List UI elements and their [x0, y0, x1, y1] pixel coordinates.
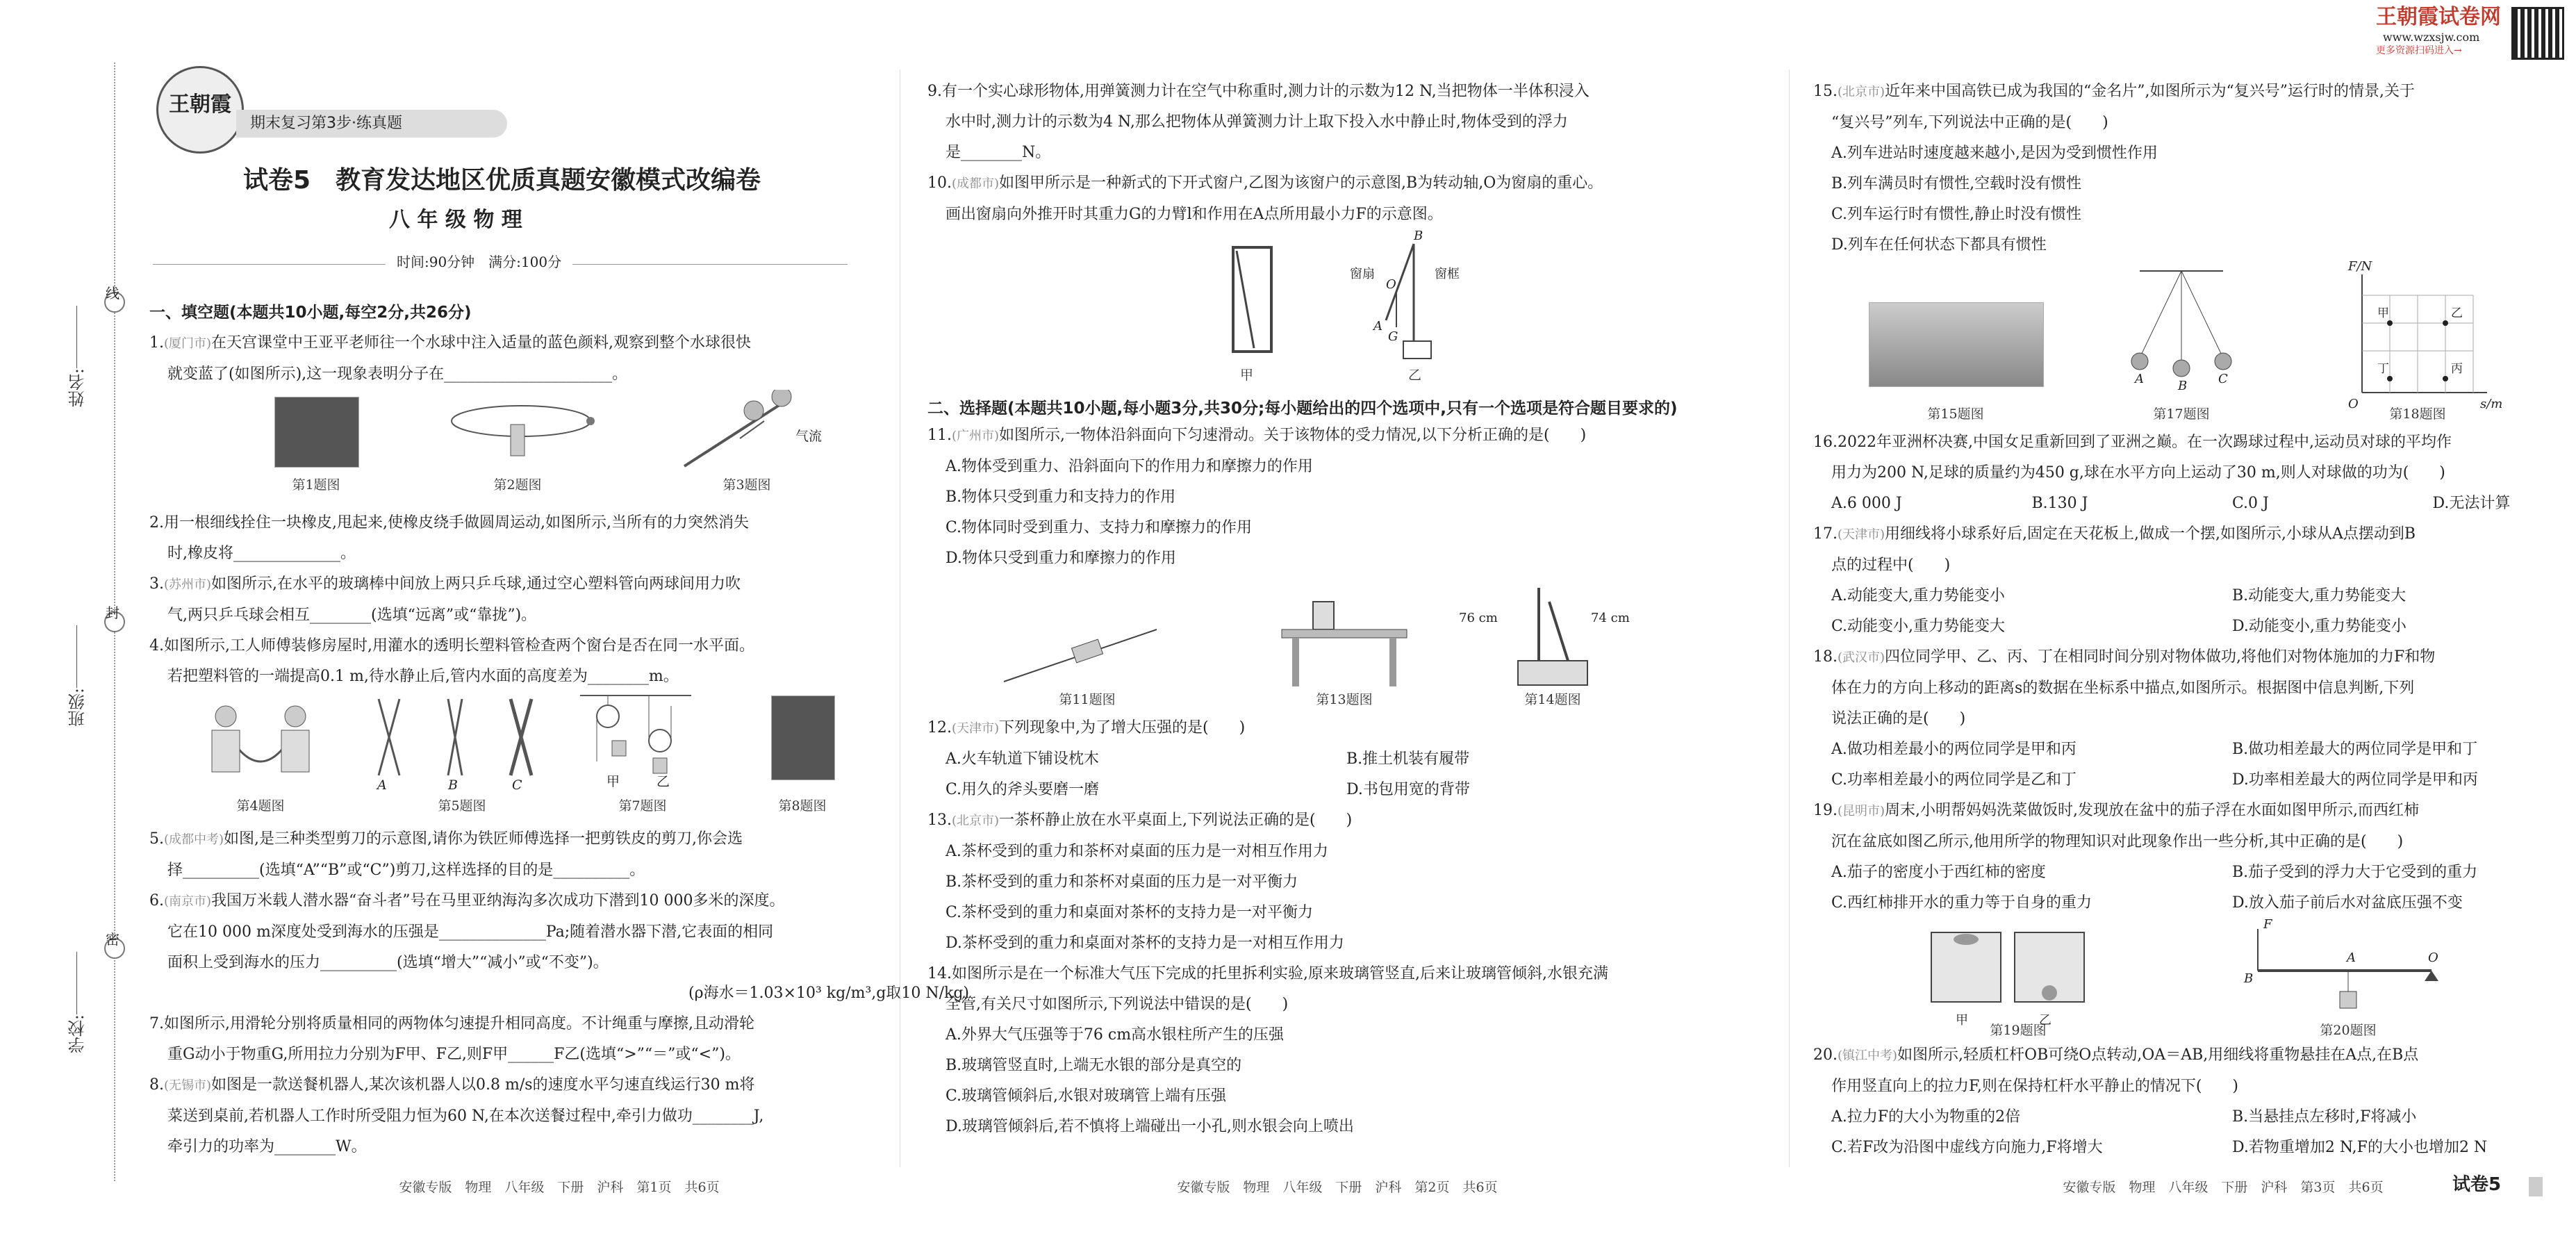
option[interactable]: A.物体受到重力、沿斜面向下的作用力和摩擦力的作用: [946, 458, 1313, 475]
fig18-label-o: O: [2348, 397, 2359, 411]
fig20-label-o: O: [2428, 950, 2438, 965]
option[interactable]: A.火车轨道下铺设枕木: [946, 750, 1099, 768]
option[interactable]: D.列车在任何状态下都具有惯性: [1831, 236, 2047, 254]
fig18-label-bing: 丙: [2451, 362, 2463, 376]
fig14-label-76cm: 76 cm: [1459, 611, 1498, 625]
logo-text: 王朝霞: [169, 92, 231, 117]
question-8: 8.(无锡市)如图是一款送餐机器人,某次该机器人以0.8 m/s的速度水平匀速直线运行30 m将 菜送到桌前,若机器人工作时所受阻力恒为60 N,在本次送餐过程中,牵引力做功________J, 牵引力的功率为________W。: [149, 1076, 764, 1155]
caption-fig20: 第20题图: [2320, 1023, 2377, 1038]
fig10-label-jia: 甲: [1240, 368, 1254, 383]
mark-xian: 线: [106, 285, 119, 302]
figure-window-photo: [1226, 244, 1282, 362]
option[interactable]: C.0 J: [2232, 495, 2269, 512]
paper-tag-block: [2529, 1177, 2543, 1196]
question-19-options: [1813, 888, 2576, 919]
option[interactable]: A.做功相差最小的两位同学是甲和丙: [1831, 741, 2077, 758]
question-20: 20.(镇江中考)如图所示,轻质杠杆OB可绕O点转动,OA＝AB,用细线将重物悬挂在A点,在B点 作用竖直向上的拉力F,则在保持杠杆水平静止的情况下( ): [1813, 1046, 2419, 1095]
school-label: 学校:: [68, 1014, 88, 1054]
question-2: 2.用一根细线拴住一块橡皮,甩起来,使橡皮绕手做圆周运动,如图所示,当所有的力突然消失 时,橡皮将______________。: [149, 514, 749, 562]
question-4: 4.如图所示,工人师傅装修房屋时,用灌水的透明长塑料管检查两个窗台是否在同一水平面。 若把塑料管的一端提高0.1 m,待水静止后,管内水面的高度差为________m。: [149, 637, 754, 685]
fig19-label-yi: 乙: [2039, 1013, 2051, 1028]
caption-fig15: 第15题图: [1927, 406, 1984, 422]
option[interactable]: C.西红柿排开水的重力等于自身的重力: [1831, 894, 2092, 912]
question-19: 19.(昆明市)周末,小明帮妈妈洗菜做饭时,发现放在盆中的茄子浮在水面如图甲所示,而西红柿 沉在盆底如图乙所示,他用所学的物理知识对此现象作出一些分析,其中正确的是( ): [1813, 802, 2420, 850]
page-title: 试卷5 教育发达地区优质真题安徽模式改编卷: [243, 166, 761, 195]
question-16-options: [1813, 488, 2576, 519]
question-9: 9.有一个实心球形物体,用弹簧测力计在空气中称重时,测力计的示数为12 N,当把物体一半体积浸入 水中时,测力计的示数为4 N,那么把物体从弹簧测力计上取下投入水中静止时,物体受到的浮力 是________N。: [927, 83, 1590, 161]
option[interactable]: B.当悬挂点左移时,F将减小: [2232, 1108, 2417, 1126]
caption-fig19: 第19题图: [1990, 1023, 2047, 1038]
figures-row-4: [1813, 261, 2576, 427]
figure-train-photo: [1869, 302, 2044, 387]
option[interactable]: C.茶杯受到的重力和桌面对茶杯的支持力是一对平衡力: [946, 904, 1314, 921]
class-label: 班级:: [68, 688, 88, 727]
option[interactable]: B.玻璃管竖直时,上端无水银的部分是真空的: [946, 1057, 1242, 1074]
figure-scissors: [358, 692, 566, 789]
fig10-label-yi: 乙: [1408, 368, 1422, 383]
option[interactable]: D.无法计算: [2432, 495, 2511, 512]
figure-basins: [1924, 925, 2091, 1009]
option[interactable]: A.外界大气压强等于76 cm高水银柱所产生的压强: [946, 1026, 1285, 1044]
logo-sub: 期末复习第3步·练真题: [236, 110, 507, 138]
column-2: [927, 76, 1747, 1142]
fig19-label-jia: 甲: [1956, 1013, 1968, 1028]
figure-lever: [2237, 922, 2445, 1019]
logo-seal: [156, 66, 244, 154]
fig14-label-74cm: 74 cm: [1591, 611, 1630, 625]
question-18-options: [1813, 734, 2576, 765]
fig10-label-o: O: [1386, 277, 1396, 292]
figure-water-ball-photo: [274, 397, 359, 468]
fig17-label-a: A: [2135, 372, 2144, 386]
option[interactable]: D.玻璃管倾斜后,若不慎将上端碰出一小孔,则水银会向上喷出: [946, 1118, 1354, 1135]
page-subtitle: 八 年 级 物 理: [389, 208, 522, 232]
question-12-options: [927, 744, 1747, 775]
qr-code-icon[interactable]: [2511, 7, 2564, 60]
option[interactable]: A.动能变大,重力势能变小: [1831, 587, 2005, 604]
brand-tip: 更多资源扫码进入→: [2376, 45, 2462, 56]
option[interactable]: A.列车进站时速度越来越小,是因为受到惯性作用: [1831, 145, 2158, 162]
caption-fig7: 第7题图: [618, 798, 667, 814]
section-1-title: 一、填空题(本题共10小题,每空2分,共26分): [149, 304, 472, 322]
question-19-options: [1813, 857, 2576, 888]
option[interactable]: B.物体只受到重力和支持力的作用: [946, 488, 1176, 506]
fig18-label-fn: F/N: [2348, 259, 2372, 274]
option[interactable]: A.茶杯受到的重力和茶杯对桌面的压力是一对相互作用力: [946, 843, 1328, 860]
option[interactable]: A.拉力F的大小为物重的2倍: [1831, 1108, 2021, 1126]
figure-incline: [997, 623, 1164, 685]
question-3: 3.(苏州市)如图所示,在水平的玻璃棒中间放上两只乒乓球,通过空心塑料管向两球间用力吹 气,两只乒乓球会相互________(选填“远离”或“靠拢”)。: [149, 575, 741, 624]
question-7: 7.如图所示,用滑轮分别将质量相同的两物体匀速提升相同高度。不计绳重与摩擦,且动滑轮 重G动小于物重G,所用拉力分别为F甲、F乙,则F甲______F乙(选填“>”“＝”或“<”)。: [149, 1015, 754, 1063]
fig20-label-f: F: [2263, 917, 2272, 932]
question-17-options: [1813, 581, 2576, 611]
name-label: 姓名:: [68, 368, 88, 408]
fig20-label-b: B: [2244, 971, 2254, 986]
figures-row-q10: [927, 230, 1747, 390]
caption-fig13: 第13题图: [1316, 692, 1373, 707]
option[interactable]: D.书包用宽的背带: [1346, 781, 1470, 798]
figure-robot-photo: [771, 695, 835, 780]
figure-pulleys: [580, 692, 691, 789]
figure-fs-graph: [2341, 267, 2494, 400]
figure-eraser-circle: [441, 393, 601, 470]
question-16: 16.2022年亚洲杯决赛,中国女足重新回到了亚洲之巅。在一次踢球过程中,运动员对球的平均作 用力为200 N,足球的质量约为450 g,球在水平方向上运动了30 m,则人对球做的功为( ): [1813, 434, 2452, 481]
question-12: 12.(天津市)下列现象中,为了增大压强的是( ): [927, 719, 1246, 736]
fig7-label-jia: 甲: [606, 774, 620, 789]
fig18-label-sm: s/m: [2480, 397, 2503, 411]
question-17: 17.(天津市)用细线将小球系好后,固定在天花板上,做成一个摆,如图所示,小球从A点摆动到B 点的过程中( ): [1813, 525, 2416, 574]
figures-row-5: [1813, 919, 2576, 1040]
caption-fig8: 第8题图: [778, 798, 827, 814]
question-5: 5.(成都中考)如图,是三种类型剪刀的示意图,请你为铁匠师傅选择一把剪铁皮的剪刀,你会选 择__________(选填“A”“B”或“C”)剪刀,这样选择的目的是__________。: [149, 830, 743, 879]
caption-fig1: 第1题图: [292, 477, 340, 493]
question-18-options: [1813, 765, 2576, 796]
brand-name: 王朝霞试卷网: [2376, 5, 2501, 29]
question-11: 11.(广州市)如图所示,一物体沿斜面向下匀速滑动。关于该物体的受力情况,以下分析正确的是( ): [927, 427, 1587, 444]
name-line: [76, 306, 77, 368]
fig18-label-ding: 丁: [2377, 362, 2389, 376]
option[interactable]: B.动能变大,重力势能变大: [2232, 587, 2406, 604]
option[interactable]: B.做功相差最大的两位同学是甲和丁: [2232, 741, 2478, 758]
question-15: 15.(北京市)近年来中国高铁已成为我国的“金名片”,如图所示为“复兴号”运行时的情景,关于 “复兴号”列车,下列说法中正确的是( ): [1813, 83, 2416, 131]
fig10-label-b: B: [1414, 229, 1423, 243]
time-info: 时间:90分钟 满分:100分: [386, 255, 572, 269]
caption-fig5: 第5题图: [438, 798, 486, 814]
option[interactable]: C.若F改为沿图中虚线方向施力,F将增大: [1831, 1139, 2103, 1156]
question-13: 13.(北京市)一茶杯静止放在水平桌面上,下列说法正确的是( ): [927, 812, 1353, 829]
figure-teacup-table: [1275, 595, 1414, 692]
question-10: 10.(成都市)如图甲所示是一种新式的下开式窗户,乙图为该窗户的示意图,B为转动轴,O为窗扇的重心。 画出窗扇向外推开时其重力G的力臂l和作用在A点所用最小力F的示意图。: [927, 174, 1603, 223]
option[interactable]: B.列车满员时有惯性,空载时没有惯性: [1831, 175, 2082, 192]
footer-page-3: 安徽专版 物理 八年级 下册 沪科 第3页 共6页: [2063, 1180, 2384, 1195]
option[interactable]: D.功率相差最大的两位同学是甲和丙: [2232, 771, 2478, 789]
figure-pendulum: [2112, 267, 2251, 393]
option[interactable]: C.功率相差最小的两位同学是乙和丁: [1831, 771, 2077, 789]
caption-fig17: 第17题图: [2153, 406, 2210, 422]
fig17-label-b: B: [2178, 379, 2188, 393]
question-11-options: [927, 452, 1747, 574]
column-divider: [1789, 69, 1790, 1167]
option[interactable]: B.130 J: [2031, 495, 2088, 512]
fig17-label-c: C: [2218, 372, 2228, 386]
fig10-label-frame: 窗框: [1435, 267, 1460, 281]
option[interactable]: D.若物重增加2 N,F的大小也增加2 N: [2232, 1139, 2488, 1156]
caption-fig14: 第14题图: [1524, 692, 1581, 707]
option[interactable]: C.动能变小,重力势能变大: [1831, 618, 2006, 635]
option[interactable]: C.用久的斧头要磨一磨: [946, 781, 1100, 798]
option[interactable]: D.物体只受到重力和摩擦力的作用: [946, 550, 1176, 567]
brand-url: www.wzxsjw.com: [2383, 31, 2480, 44]
option[interactable]: D.茶杯受到的重力和桌面对茶杯的支持力是一对相互作用力: [946, 935, 1344, 952]
section-2-title: 二、选择题(本题共10小题,每小题3分,共30分;每小题给出的四个选项中,只有一个选项是符合题目要求的): [927, 400, 1678, 418]
option[interactable]: A.6 000 J: [1831, 495, 1902, 512]
option[interactable]: D.动能变小,重力势能变小: [2232, 618, 2406, 635]
fig10-label-sash: 窗扇: [1350, 267, 1375, 281]
fig18-label-jia: 甲: [2377, 306, 2389, 320]
question-20-options: [1813, 1133, 2576, 1163]
school-line: [76, 952, 77, 1014]
figures-row-1: [149, 390, 969, 508]
caption-fig11: 第11题图: [1059, 692, 1116, 707]
question-12-options: [927, 775, 1747, 805]
caption-fig4: 第4题图: [236, 798, 285, 814]
question-1: 1.(厦门市)在天宫课堂中王亚平老师往一个水球中注入适量的蓝色颜料,观察到整个水球很快 就变蓝了(如图所示),这一现象表明分子在______________________。: [149, 334, 752, 383]
figures-row-2: [149, 692, 969, 824]
figure-water-tube: [198, 695, 323, 786]
fig20-label-a: A: [2347, 950, 2356, 965]
fig10-label-g: G: [1388, 329, 1398, 344]
mark-feng: 封: [106, 604, 119, 621]
fig7-label-yi: 乙: [657, 774, 670, 789]
option[interactable]: A.茄子的密度小于西红柿的密度: [1831, 864, 2046, 881]
mark-mi: 密: [106, 931, 119, 948]
fig18-label-yi: 乙: [2451, 306, 2463, 320]
question-14: 14.如图所示是在一个标准大气压下完成的托里拆利实验,原来玻璃管竖直,后来让玻璃管倾斜,水银充满 全管,有关尺寸如图所示,下列说法中错误的是( ): [927, 965, 1608, 1013]
fig5-label-b: B: [448, 777, 458, 793]
class-line: [76, 625, 77, 688]
caption-fig18: 第18题图: [2389, 406, 2446, 422]
option[interactable]: B.茄子受到的浮力大于它受到的重力: [2232, 864, 2478, 881]
option[interactable]: B.茶杯受到的重力和茶杯对桌面的压力是一对平衡力: [946, 873, 1298, 891]
question-18: 18.(武汉市)四位同学甲、乙、丙、丁在相同时间分别对物体做功,将他们对物体施加的力F和物 体在力的方向上移动的距离s的数据在坐标系中描点,如图所示。根据图中信息判断,下列 说法正确的是( ): [1813, 648, 2436, 727]
question-6: 6.(南京市)我国万米载人潜水器“奋斗者”号在马里亚纳海沟多次成功下潜到10 000多米的深度。 它在10 000 m深度处受到海水的压强是______________Pa;随着潜水器下潜,它表面的相同 面积上受到海水的压力__________(选填“增大”“减小”或“不变”)。 (ρ海水＝1.03×10³ kg/m³,g取10 N/kg): [149, 892, 969, 1002]
option[interactable]: C.列车运行时有惯性,静止时没有惯性: [1831, 206, 2082, 223]
figures-row-3: [927, 574, 1747, 713]
figure-window-diagram: [1337, 237, 1476, 362]
option[interactable]: B.推土机装有履带: [1346, 750, 1470, 768]
question-20-options: [1813, 1102, 2576, 1133]
question-13-options: [927, 837, 1747, 959]
column-1: [149, 297, 969, 1162]
question-17-options: [1813, 611, 2576, 642]
question-14-options: [927, 1020, 1747, 1142]
option[interactable]: C.物体同时受到重力、支持力和摩擦力的作用: [946, 519, 1253, 536]
caption-fig3: 第3题图: [723, 477, 771, 493]
fig5-label-a: A: [377, 777, 387, 793]
column-3: [1813, 76, 2576, 1163]
question-15-options: [1813, 138, 2576, 261]
caption-fig2: 第2题图: [493, 477, 542, 493]
figure-torricelli: [1497, 581, 1608, 692]
paper-tag: 试卷5: [2452, 1174, 2502, 1195]
footer-page-2: 安徽专版 物理 八年级 下册 沪科 第2页 共6页: [1177, 1180, 1498, 1195]
footer-page-1: 安徽专版 物理 八年级 下册 沪科 第1页 共6页: [399, 1180, 720, 1195]
fig10-label-a: A: [1373, 319, 1382, 334]
fig5-label-c: C: [512, 777, 522, 793]
option[interactable]: C.玻璃管倾斜后,水银对玻璃管上端有压强: [946, 1087, 1227, 1105]
fig3-label-airflow: 气流: [795, 429, 823, 444]
option[interactable]: D.放入茄子前后水对盆底压强不变: [2232, 894, 2463, 912]
